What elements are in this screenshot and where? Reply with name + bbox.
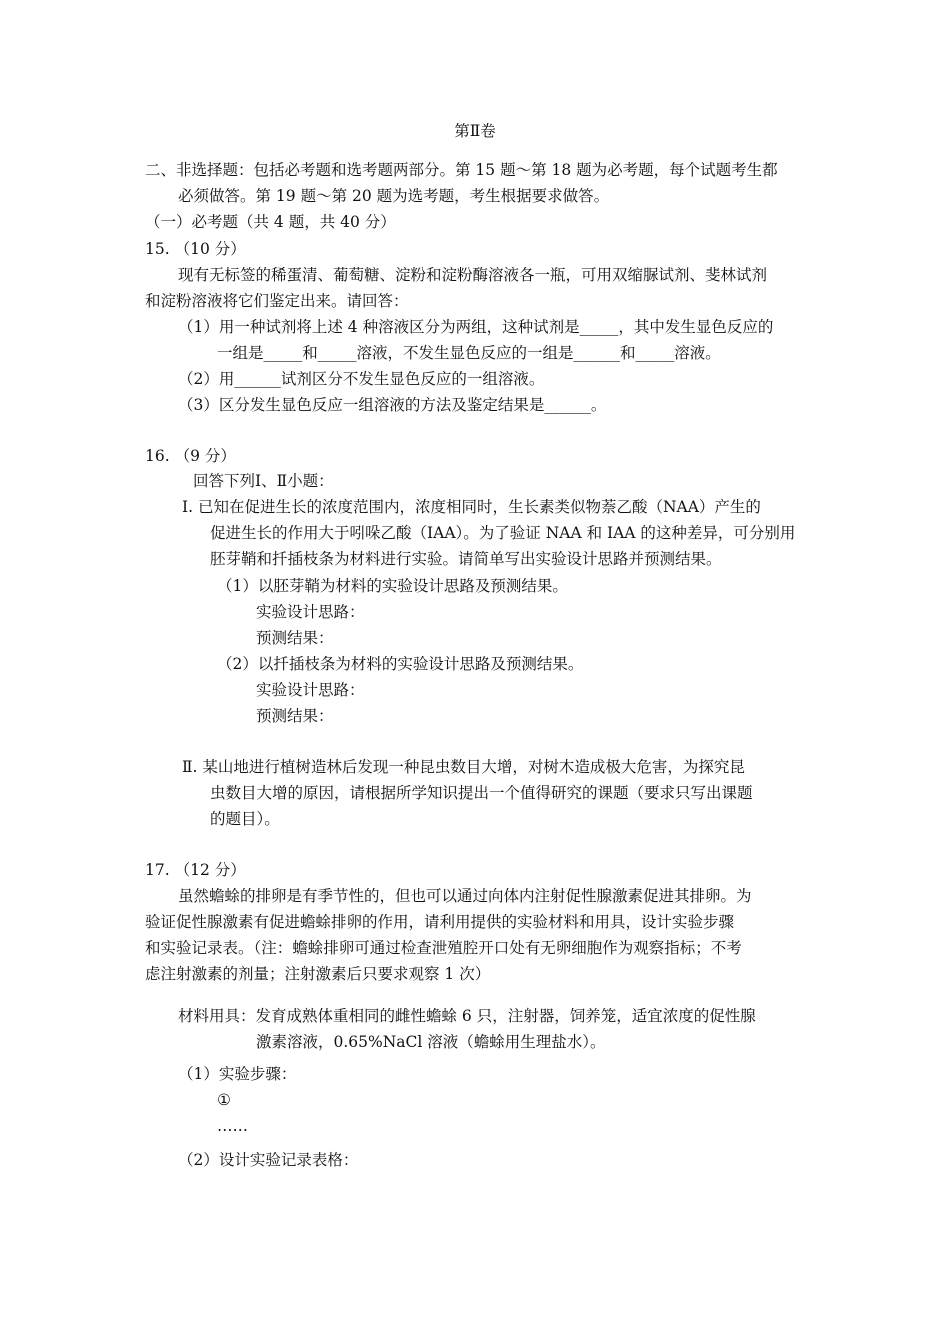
text-line-sec2-a: 二、非选择题：包括必考题和选考题两部分。第 15 题～第 18 题为必考题，每个试题考生都 <box>145 161 778 179</box>
text-line-q15-3: （3）区分发生显色反应一组溶液的方法及鉴定结果是______。 <box>178 396 607 414</box>
text-line-sec2-b: 必须做答。第 19 题～第 20 题为选考题，考生根据要求做答。 <box>178 187 610 205</box>
text-line-q16-I-c: 胚芽鞘和扦插枝条为材料进行实验。请简单写出实验设计思路并预测结果。 <box>210 550 722 568</box>
section-title: 第Ⅱ卷 <box>454 122 496 140</box>
text-line-q16-I-1a: 实验设计思路： <box>256 603 365 621</box>
text-line-q17-1a: ① <box>217 1091 231 1109</box>
text-line-q15-1b: 一组是_____和_____溶液，不发生显色反应的一组是______和_____溶液。 <box>217 344 721 362</box>
text-line-q17-mat-a: 材料用具：发育成熟体重相同的雌性蟾蜍 6 只，注射器，饲养笼，适宜浓度的促性腺 <box>178 1007 756 1025</box>
text-line-q17: 17. （12 分） <box>145 861 246 879</box>
text-line-q16-I-1b: 预测结果： <box>256 629 334 647</box>
text-line-q15-p1: 现有无标签的稀蛋清、葡萄糖、淀粉和淀粉酶溶液各一瓶，可用双缩脲试剂、斐林试剂 <box>178 266 768 284</box>
text-line-q17-p1: 虽然蟾蜍的排卵是有季节性的，但也可以通过向体内注射促性腺激素促进其排卵。为 <box>178 887 752 905</box>
text-line-q16-II-a: Ⅱ. 某山地进行植树造林后发现一种昆虫数目大增，对树木造成极大危害，为探究昆 <box>182 758 745 776</box>
text-line-q17-1b: …… <box>217 1117 248 1135</box>
text-line-q16: 16. （9 分） <box>145 447 236 465</box>
text-line-q16-I-2a: 实验设计思路： <box>256 681 365 699</box>
text-line-q17-p2: 验证促性腺激素有促进蟾蜍排卵的作用，请利用提供的实验材料和用具，设计实验步骤 <box>145 913 735 931</box>
text-line-q16-I-a: Ⅰ. 已知在促进生长的浓度范围内，浓度相同时，生长素类似物萘乙酸（NAA）产生的 <box>182 498 761 516</box>
text-line-part1: （一）必考题（共 4 题，共 40 分） <box>145 213 396 231</box>
text-line-q16-I-2: （2）以扦插枝条为材料的实验设计思路及预测结果。 <box>217 655 584 673</box>
text-line-q16-intro: 回答下列Ⅰ、Ⅱ小题： <box>193 472 334 490</box>
text-line-q17-2: （2）设计实验记录表格： <box>178 1151 359 1169</box>
text-line-q17-1: （1）实验步骤： <box>178 1065 297 1083</box>
text-line-q17-p3: 和实验记录表。（注：蟾蜍排卵可通过检查泄殖腔开口处有无卵细胞作为观察指标；不考 <box>145 939 742 957</box>
text-line-q17-p4: 虑注射激素的剂量；注射激素后只要求观察 1 次） <box>145 965 491 983</box>
text-line-q17-mat-b: 激素溶液，0.65%NaCl 溶液（蟾蜍用生理盐水）。 <box>256 1033 606 1051</box>
text-line-q15-1a: （1）用一种试剂将上述 4 种溶液区分为两组，这种试剂是_____，其中发生显色反应的 <box>178 318 774 336</box>
text-line-q15-2: （2）用______试剂区分不发生显色反应的一组溶液。 <box>178 370 545 388</box>
text-line-q16-II-b: 虫数目大增的原因，请根据所学知识提出一个值得研究的课题（要求只写出课题 <box>210 784 753 802</box>
text-line-q15-p2: 和淀粉溶液将它们鉴定出来。请回答： <box>145 292 409 310</box>
text-line-q16-I-2b: 预测结果： <box>256 707 334 725</box>
text-line-q15: 15. （10 分） <box>145 240 246 258</box>
text-line-q16-I-1: （1）以胚芽鞘为材料的实验设计思路及预测结果。 <box>217 577 568 595</box>
text-line-q16-II-c: 的题目）。 <box>210 810 280 828</box>
text-line-q16-I-b: 促进生长的作用大于吲哚乙酸（IAA）。为了验证 NAA 和 IAA 的这种差异，可分别用 <box>210 524 796 542</box>
